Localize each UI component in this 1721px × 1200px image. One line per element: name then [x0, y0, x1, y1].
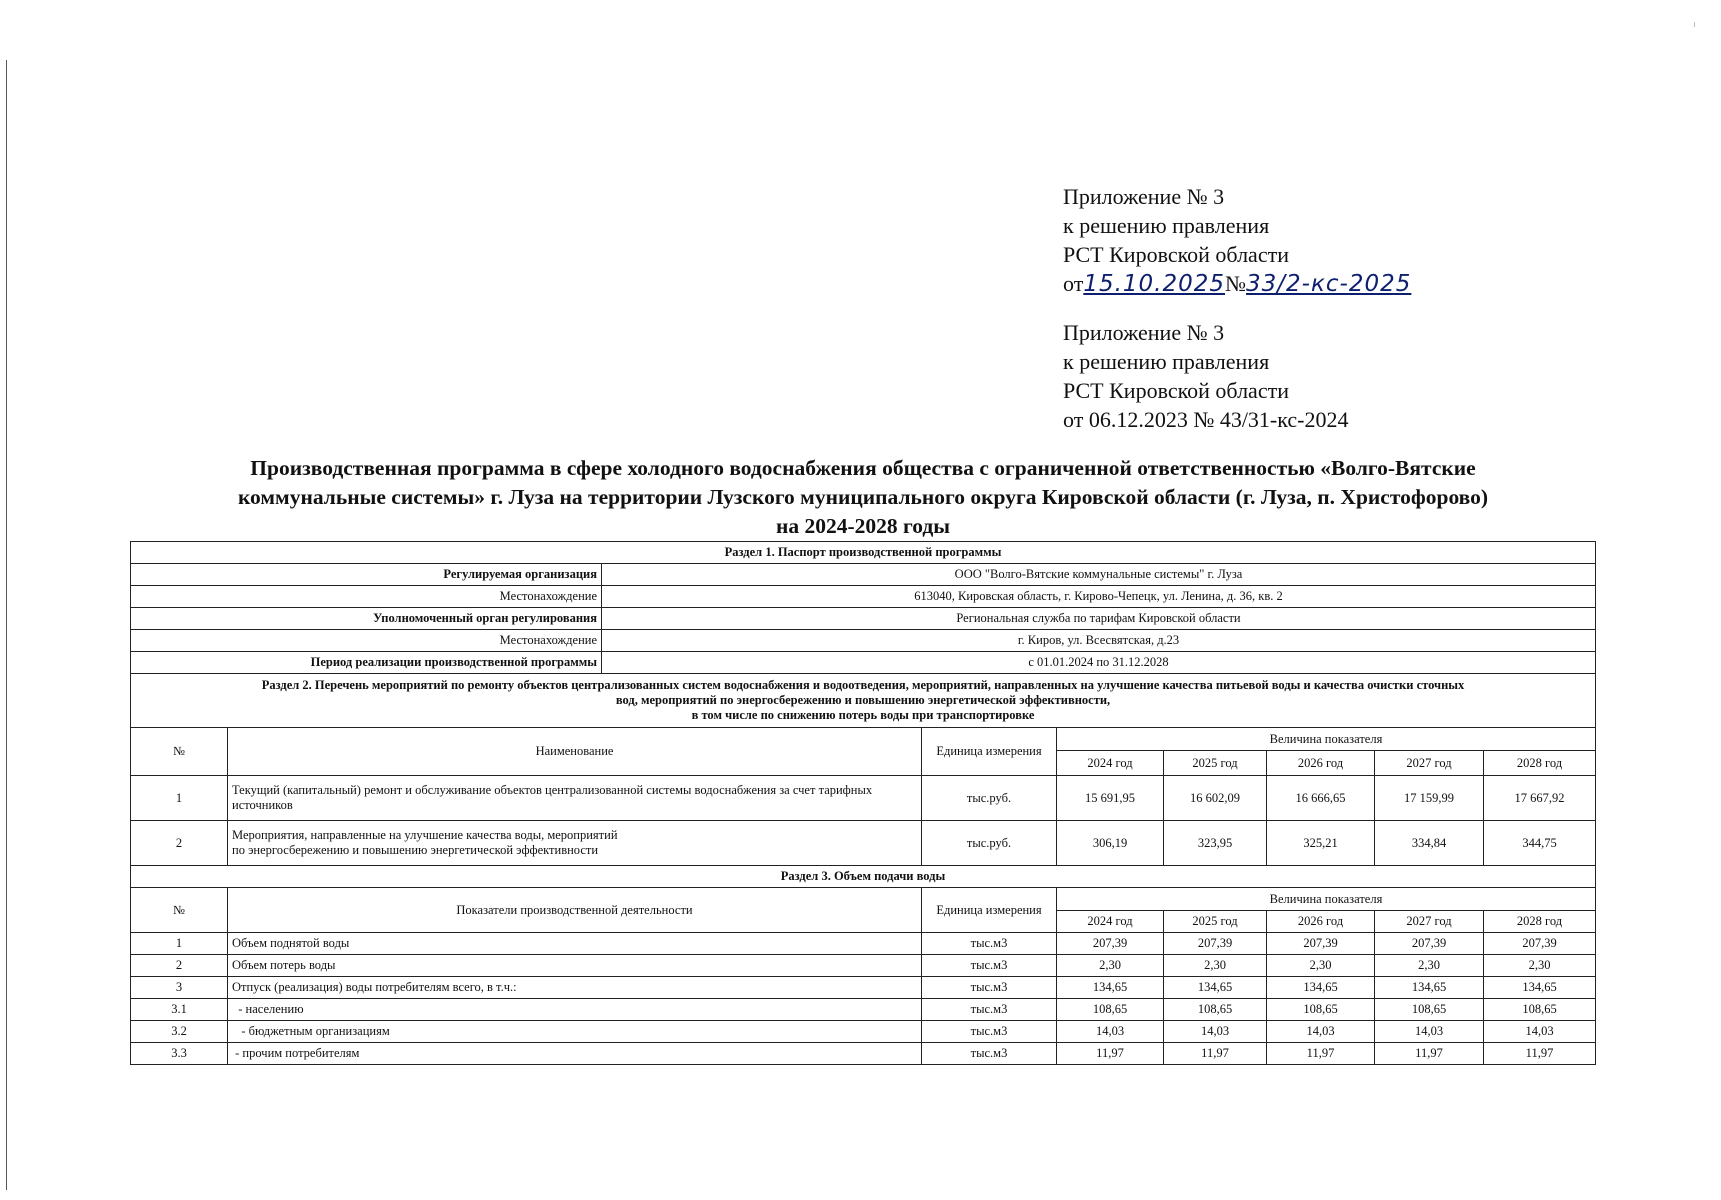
- row-value: 134,65: [1484, 977, 1596, 999]
- row-value: 11,97: [1375, 1043, 1484, 1065]
- col-name-header: Показатели производственной деятельности: [228, 888, 922, 933]
- table-row: [131, 821, 1596, 866]
- col-value-header: Величина показателя: [1057, 888, 1596, 911]
- col-name-header: Наименование: [228, 728, 922, 776]
- passport-row: [131, 564, 1596, 586]
- row-value: 2,30: [1375, 955, 1484, 977]
- row-value: 134,65: [1164, 977, 1267, 999]
- stamp-line: от 06.12.2023 № 43/31-кс-2024: [1063, 407, 1349, 432]
- row-unit: тыс.руб.: [922, 821, 1057, 866]
- year-header: 2025 год: [1164, 751, 1267, 776]
- row-unit: тыс.руб.: [922, 776, 1057, 821]
- row-unit: тыс.м3: [922, 955, 1057, 977]
- stamp-line: Приложение № 3: [1063, 184, 1225, 209]
- row-value: 306,19: [1057, 821, 1164, 866]
- row-num: 1: [131, 933, 228, 955]
- row-value: 11,97: [1057, 1043, 1164, 1065]
- section2-heading-line: вод, мероприятий по энергосбережению и повышению энергетической эффективности,: [615, 693, 1111, 707]
- row-value: 207,39: [1267, 933, 1375, 955]
- title-line: коммунальные системы» г. Луза на территории Лузского муниципального округа Кировской области (г. Луза, п. Христофорово): [237, 485, 1489, 509]
- col-unit-header: Единица измерения: [922, 888, 1057, 933]
- table-row: [131, 933, 1596, 955]
- row-value: 17 159,99: [1375, 776, 1484, 821]
- col-num-header: №: [131, 888, 228, 933]
- section3-header-row: [131, 888, 1596, 911]
- row-name: - бюджетным организациям: [228, 1021, 922, 1043]
- table-row: [131, 955, 1596, 977]
- stamp-line: Приложение № 3: [1063, 320, 1225, 345]
- row-num: 3: [131, 977, 228, 999]
- passport-value: 613040, Кировская область, г. Кирово-Чепецк, ул. Ленина, д. 36, кв. 2: [602, 586, 1596, 608]
- passport-row: [131, 586, 1596, 608]
- section1-heading: Раздел 1. Паспорт производственной программы: [131, 542, 1596, 564]
- year-header: 2025 год: [1164, 911, 1267, 933]
- appendix-stamp-current: [1063, 182, 1411, 299]
- row-value: 14,03: [1375, 1021, 1484, 1043]
- row-num: 1: [131, 776, 228, 821]
- row-unit: тыс.м3: [922, 999, 1057, 1021]
- col-unit-header: Единица измерения: [922, 728, 1057, 776]
- date-prefix: от: [1063, 271, 1084, 296]
- row-value: 14,03: [1267, 1021, 1375, 1043]
- row-value: 207,39: [1484, 933, 1596, 955]
- year-header: 2027 год: [1375, 911, 1484, 933]
- row-name: - прочим потребителям: [228, 1043, 922, 1065]
- row-num: 2: [131, 821, 228, 866]
- row-unit: тыс.м3: [922, 977, 1057, 999]
- row-value: 108,65: [1375, 999, 1484, 1021]
- row-value: 134,65: [1057, 977, 1164, 999]
- passport-value: Региональная служба по тарифам Кировской области: [602, 608, 1596, 630]
- row-value: 344,75: [1484, 821, 1596, 866]
- handwritten-number: 33/2-кс-2025: [1246, 271, 1412, 297]
- section3-heading: Раздел 3. Объем подачи воды: [131, 866, 1596, 888]
- stamp-line: к решению правления: [1063, 349, 1270, 374]
- handwritten-date: 15.10.2025: [1083, 271, 1226, 297]
- row-value: 108,65: [1267, 999, 1375, 1021]
- row-value: 2,30: [1164, 955, 1267, 977]
- col-num-header: №: [131, 728, 228, 776]
- passport-label: Уполномоченный орган регулирования: [131, 608, 602, 630]
- row-name-line: Мероприятия, направленные на улучшение качества воды, мероприятий: [232, 828, 618, 842]
- year-header: 2024 год: [1057, 751, 1164, 776]
- row-value: 334,84: [1375, 821, 1484, 866]
- row-value: 16 602,09: [1164, 776, 1267, 821]
- section2-heading-row: [131, 674, 1596, 728]
- stamp-date-line: [1063, 269, 1411, 299]
- passport-row: [131, 630, 1596, 652]
- year-header: 2026 год: [1267, 751, 1375, 776]
- row-name-line: по энергосбережению и повышению энергетической эффективности: [232, 843, 599, 857]
- stamp-line: РСТ Кировской области: [1063, 242, 1289, 267]
- title-line: Производственная программа в сфере холодного водоснабжения общества с ограниченной ответственностью «Волго-Вятские: [250, 456, 1476, 480]
- row-unit: тыс.м3: [922, 933, 1057, 955]
- row-value: 15 691,95: [1057, 776, 1164, 821]
- number-prefix: №: [1225, 271, 1247, 296]
- passport-value: с 01.01.2024 по 31.12.2028: [602, 652, 1596, 674]
- row-num: 2: [131, 955, 228, 977]
- appendix-stamp-original: [1063, 318, 1348, 434]
- title-line: на 2024-2028 годы: [775, 514, 951, 538]
- row-name: Объем поднятой воды: [228, 933, 922, 955]
- table-row: [131, 999, 1596, 1021]
- row-value: 11,97: [1164, 1043, 1267, 1065]
- row-name: Текущий (капитальный) ремонт и обслуживание объектов централизованной системы водоснабжения за счет тарифных источников: [228, 776, 922, 821]
- row-value: 14,03: [1484, 1021, 1596, 1043]
- row-value: 11,97: [1267, 1043, 1375, 1065]
- row-value: 16 666,65: [1267, 776, 1375, 821]
- scan-edge-line: [6, 60, 7, 1190]
- passport-value: ООО "Волго-Вятские коммунальные системы" г. Луза: [602, 564, 1596, 586]
- table-row: [131, 776, 1596, 821]
- row-name: Отпуск (реализация) воды потребителям всего, в т.ч.:: [228, 977, 922, 999]
- row-value: 2,30: [1267, 955, 1375, 977]
- passport-value: г. Киров, ул. Всесвятская, д.23: [602, 630, 1596, 652]
- year-header: 2028 год: [1484, 911, 1596, 933]
- row-value: 207,39: [1375, 933, 1484, 955]
- passport-label: Регулируемая организация: [131, 564, 602, 586]
- row-unit: тыс.м3: [922, 1021, 1057, 1043]
- table-row: [131, 1043, 1596, 1065]
- section3-heading-row: [131, 866, 1596, 888]
- row-value: 108,65: [1164, 999, 1267, 1021]
- row-value: 108,65: [1484, 999, 1596, 1021]
- row-value: 14,03: [1164, 1021, 1267, 1043]
- row-value: 108,65: [1057, 999, 1164, 1021]
- row-name: Объем потерь воды: [228, 955, 922, 977]
- section1-heading-row: [131, 542, 1596, 564]
- section2-heading-line: в том числе по снижению потерь воды при транспортировке: [691, 708, 1035, 722]
- stamp-line: РСТ Кировской области: [1063, 378, 1289, 403]
- row-value: 207,39: [1164, 933, 1267, 955]
- row-name: - населению: [228, 999, 922, 1021]
- row-value: 2,30: [1484, 955, 1596, 977]
- row-value: 11,97: [1484, 1043, 1596, 1065]
- program-table: [130, 541, 1596, 1065]
- row-unit: тыс.м3: [922, 1043, 1057, 1065]
- year-header: 2024 год: [1057, 911, 1164, 933]
- row-value: 325,21: [1267, 821, 1375, 866]
- row-value: 134,65: [1375, 977, 1484, 999]
- document-title: [130, 454, 1596, 541]
- row-num: 3.3: [131, 1043, 228, 1065]
- table-row: [131, 1021, 1596, 1043]
- row-value: 14,03: [1057, 1021, 1164, 1043]
- passport-row: [131, 608, 1596, 630]
- passport-label: Период реализации производственной программы: [131, 652, 602, 674]
- year-header: 2027 год: [1375, 751, 1484, 776]
- row-value: 17 667,92: [1484, 776, 1596, 821]
- row-num: 3.1: [131, 999, 228, 1021]
- row-name: [228, 821, 922, 866]
- passport-row: [131, 652, 1596, 674]
- col-value-header: Величина показателя: [1057, 728, 1596, 751]
- row-value: 207,39: [1057, 933, 1164, 955]
- passport-label: Местонахождение: [131, 586, 602, 608]
- row-value: 2,30: [1057, 955, 1164, 977]
- section2-heading: [131, 674, 1596, 728]
- scan-mark: [1694, 22, 1695, 27]
- row-num: 3.2: [131, 1021, 228, 1043]
- section2-heading-line: Раздел 2. Перечень мероприятий по ремонту объектов централизованных систем водоснабжения и водоотведения, мероприятий, направленных на улучшение качества питьевой воды и качества очистки сточных: [261, 678, 1465, 692]
- row-value: 323,95: [1164, 821, 1267, 866]
- row-value: 134,65: [1267, 977, 1375, 999]
- year-header: 2026 год: [1267, 911, 1375, 933]
- section2-header-row: [131, 728, 1596, 751]
- passport-label: Местонахождение: [131, 630, 602, 652]
- stamp-line: к решению правления: [1063, 213, 1270, 238]
- table-row: [131, 977, 1596, 999]
- year-header: 2028 год: [1484, 751, 1596, 776]
